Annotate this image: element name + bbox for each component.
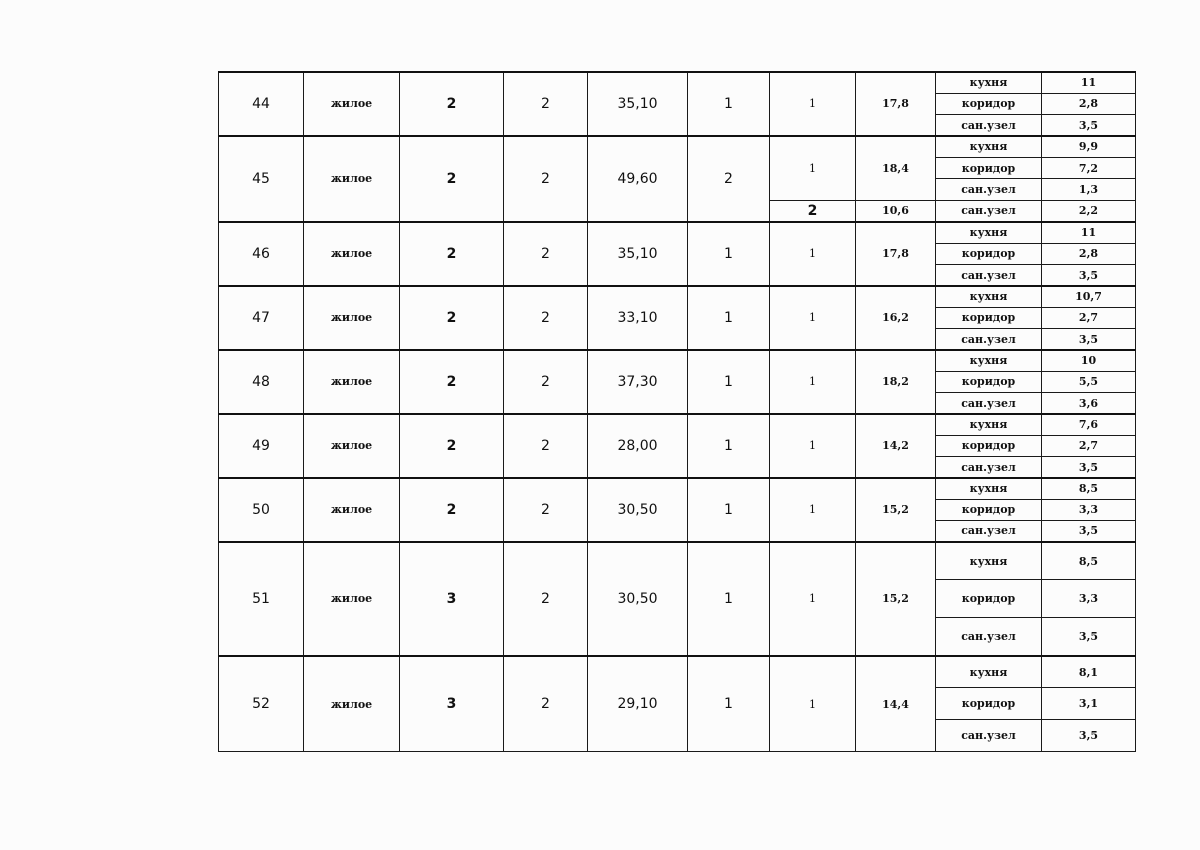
room-number: 1	[770, 414, 856, 478]
rooms-count: 1	[688, 72, 770, 136]
total-area: 35,10	[588, 72, 688, 136]
room-number: 1	[770, 656, 856, 752]
room-number: 1	[770, 542, 856, 656]
apartment-number: 50	[219, 478, 304, 542]
rooms-count: 1	[688, 478, 770, 542]
total-area: 49,60	[588, 136, 688, 222]
total-area: 30,50	[588, 542, 688, 656]
aux-room-area: 10,7	[1042, 286, 1136, 307]
room-number: 1	[770, 72, 856, 136]
apartment-number: 49	[219, 414, 304, 478]
column-4-value: 2	[504, 350, 588, 414]
column-4-value: 2	[504, 414, 588, 478]
apartment-number: 47	[219, 286, 304, 350]
room-number: 1	[770, 222, 856, 286]
room-area: 14,2	[856, 414, 936, 478]
total-area: 29,10	[588, 656, 688, 752]
aux-room-area: 3,5	[1042, 265, 1136, 286]
aux-room-area: 3,3	[1042, 580, 1136, 618]
column-3-value: 2	[400, 222, 504, 286]
aux-room-area: 1,3	[1042, 179, 1136, 201]
aux-room-area: 3,5	[1042, 521, 1136, 542]
table-row	[219, 542, 1136, 580]
total-area: 37,30	[588, 350, 688, 414]
aux-room-area: 10	[1042, 350, 1136, 371]
column-4-value: 2	[504, 136, 588, 222]
column-3-value: 2	[400, 136, 504, 222]
rooms-count: 1	[688, 350, 770, 414]
aux-room-area: 11	[1042, 72, 1136, 93]
aux-room-name: кухня	[936, 656, 1042, 688]
room-area: 15,2	[856, 478, 936, 542]
aux-room-name: кухня	[936, 542, 1042, 580]
table-row	[219, 136, 1136, 158]
column-4-value: 2	[504, 72, 588, 136]
premises-type: жилое	[304, 72, 400, 136]
column-3-value: 3	[400, 542, 504, 656]
aux-room-area: 3,5	[1042, 457, 1136, 478]
aux-room-name: кухня	[936, 136, 1042, 158]
premises-type: жилое	[304, 286, 400, 350]
aux-room-name: коридор	[936, 243, 1042, 264]
aux-room-area: 2,7	[1042, 307, 1136, 328]
aux-room-area: 2,2	[1042, 200, 1136, 222]
table-row	[219, 478, 1136, 499]
room-area: 18,4	[856, 136, 936, 201]
aux-room-name: сан.узел	[936, 329, 1042, 350]
aux-room-name: сан.узел	[936, 179, 1042, 201]
table-row	[219, 350, 1136, 371]
aux-room-area: 7,6	[1042, 414, 1136, 435]
apartment-number: 52	[219, 656, 304, 752]
apartment-number: 48	[219, 350, 304, 414]
aux-room-area: 5,5	[1042, 371, 1136, 392]
aux-room-name: кухня	[936, 72, 1042, 93]
aux-room-name: коридор	[936, 157, 1042, 179]
aux-room-area: 2,8	[1042, 93, 1136, 114]
premises-type: жилое	[304, 478, 400, 542]
aux-room-name: коридор	[936, 688, 1042, 720]
aux-room-name: коридор	[936, 371, 1042, 392]
total-area: 30,50	[588, 478, 688, 542]
aux-room-name: коридор	[936, 499, 1042, 520]
room-area: 17,8	[856, 72, 936, 136]
table-row	[219, 222, 1136, 243]
rooms-count: 2	[688, 136, 770, 222]
aux-room-name: сан.узел	[936, 457, 1042, 478]
table-row	[219, 656, 1136, 688]
room-area: 10,6	[856, 200, 936, 222]
rooms-count: 1	[688, 414, 770, 478]
apartment-number: 46	[219, 222, 304, 286]
column-4-value: 2	[504, 656, 588, 752]
premises-type: жилое	[304, 542, 400, 656]
column-3-value: 2	[400, 72, 504, 136]
aux-room-area: 3,5	[1042, 720, 1136, 752]
room-area: 18,2	[856, 350, 936, 414]
aux-room-name: сан.узел	[936, 521, 1042, 542]
column-3-value: 2	[400, 478, 504, 542]
apartment-number: 45	[219, 136, 304, 222]
room-number: 1	[770, 478, 856, 542]
column-4-value: 2	[504, 286, 588, 350]
room-area: 14,4	[856, 656, 936, 752]
room-number: 2	[770, 200, 856, 222]
table-row	[219, 286, 1136, 307]
aux-room-area: 3,3	[1042, 499, 1136, 520]
room-number: 1	[770, 350, 856, 414]
aux-room-name: сан.узел	[936, 200, 1042, 222]
aux-room-area: 2,7	[1042, 435, 1136, 456]
rooms-count: 1	[688, 286, 770, 350]
aux-room-area: 3,5	[1042, 115, 1136, 136]
room-area: 17,8	[856, 222, 936, 286]
total-area: 35,10	[588, 222, 688, 286]
aux-room-name: коридор	[936, 435, 1042, 456]
table-row	[219, 414, 1136, 435]
column-4-value: 2	[504, 542, 588, 656]
total-area: 28,00	[588, 414, 688, 478]
premises-type: жилое	[304, 656, 400, 752]
table-body	[219, 72, 1136, 752]
room-number: 1	[770, 286, 856, 350]
column-4-value: 2	[504, 478, 588, 542]
apartment-number: 44	[219, 72, 304, 136]
room-area: 16,2	[856, 286, 936, 350]
rooms-count: 1	[688, 222, 770, 286]
aux-room-area: 3,6	[1042, 393, 1136, 414]
premises-type: жилое	[304, 350, 400, 414]
aux-room-name: коридор	[936, 580, 1042, 618]
aux-room-name: сан.узел	[936, 393, 1042, 414]
table-row	[219, 72, 1136, 93]
room-area: 15,2	[856, 542, 936, 656]
aux-room-area: 11	[1042, 222, 1136, 243]
premises-type: жилое	[304, 222, 400, 286]
premises-type: жилое	[304, 136, 400, 222]
rooms-count: 1	[688, 542, 770, 656]
aux-room-name: кухня	[936, 286, 1042, 307]
column-4-value: 2	[504, 222, 588, 286]
aux-room-name: кухня	[936, 222, 1042, 243]
aux-room-name: коридор	[936, 307, 1042, 328]
aux-room-area: 9,9	[1042, 136, 1136, 158]
aux-room-name: сан.узел	[936, 265, 1042, 286]
column-3-value: 2	[400, 350, 504, 414]
aux-room-area: 8,1	[1042, 656, 1136, 688]
aux-room-name: сан.узел	[936, 618, 1042, 656]
apartment-number: 51	[219, 542, 304, 656]
room-number: 1	[770, 136, 856, 201]
aux-room-name: сан.узел	[936, 115, 1042, 136]
column-3-value: 3	[400, 656, 504, 752]
aux-room-name: кухня	[936, 478, 1042, 499]
apartments-table	[218, 71, 1136, 752]
column-3-value: 2	[400, 414, 504, 478]
aux-room-area: 7,2	[1042, 157, 1136, 179]
aux-room-area: 3,5	[1042, 329, 1136, 350]
aux-room-name: коридор	[936, 93, 1042, 114]
premises-type: жилое	[304, 414, 400, 478]
rooms-count: 1	[688, 656, 770, 752]
column-3-value: 2	[400, 286, 504, 350]
aux-room-name: кухня	[936, 350, 1042, 371]
aux-room-area: 8,5	[1042, 542, 1136, 580]
aux-room-area: 3,1	[1042, 688, 1136, 720]
total-area: 33,10	[588, 286, 688, 350]
aux-room-area: 3,5	[1042, 618, 1136, 656]
aux-room-name: кухня	[936, 414, 1042, 435]
aux-room-name: сан.узел	[936, 720, 1042, 752]
aux-room-area: 8,5	[1042, 478, 1136, 499]
aux-room-area: 2,8	[1042, 243, 1136, 264]
